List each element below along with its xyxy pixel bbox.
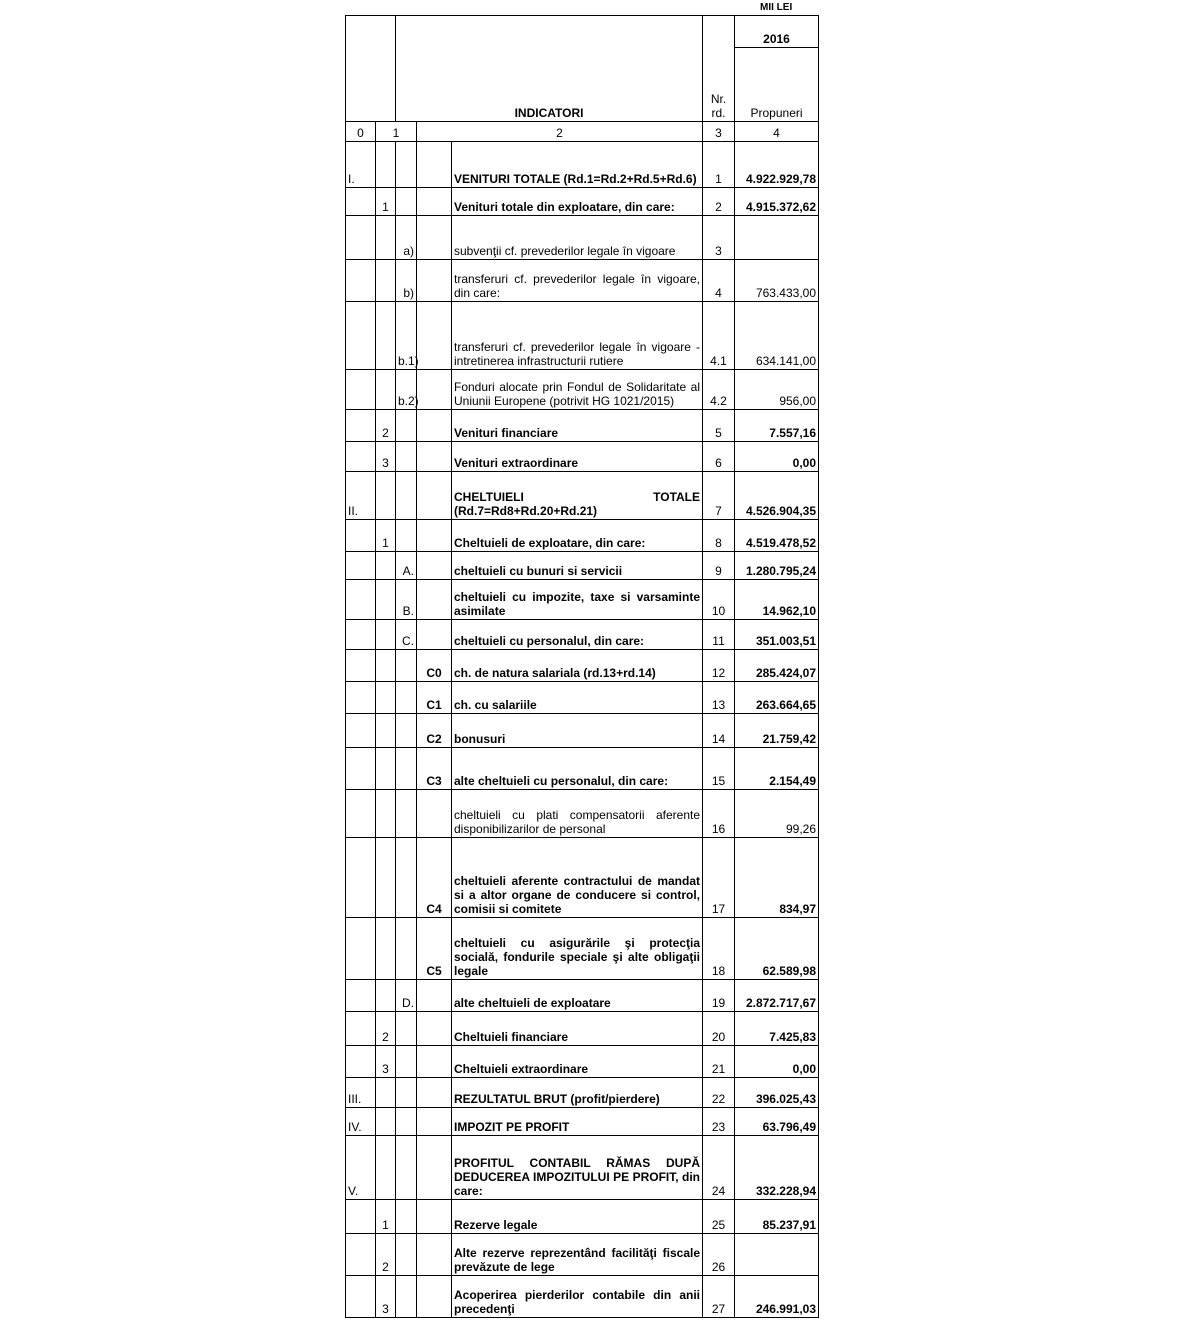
item-letter-cell: [396, 1234, 417, 1276]
table-row: [346, 472, 819, 520]
row-number-cell: 13: [703, 682, 735, 714]
proposal-value-cell: 263.664,65: [735, 682, 819, 714]
row-number-cell: 22: [703, 1078, 735, 1108]
unit-label: MII LEI: [760, 2, 793, 13]
section-number-cell: V.: [346, 1136, 376, 1200]
section-number-cell: [346, 260, 376, 302]
row-number-cell: 19: [703, 980, 735, 1012]
subsection-number-cell: 1: [376, 1200, 396, 1234]
item-letter-cell: [396, 714, 417, 748]
subsection-number-cell: [376, 1078, 396, 1108]
subitem-code-cell: [417, 188, 452, 216]
subitem-code-cell: [417, 442, 452, 472]
item-letter-cell: [396, 188, 417, 216]
table-row: [346, 714, 819, 748]
table-row: [346, 682, 819, 714]
proposal-value-cell: 956,00: [735, 370, 819, 410]
section-number-cell: [346, 410, 376, 442]
proposal-value-cell: 63.796,49: [735, 1108, 819, 1136]
row-number-cell: 6: [703, 442, 735, 472]
table-row: [346, 838, 819, 918]
indicator-label-cell: ch. cu salariile: [452, 682, 703, 714]
proposal-value-cell: 285.424,07: [735, 650, 819, 682]
row-number-cell: 20: [703, 1012, 735, 1046]
row-number-cell: 3: [703, 216, 735, 260]
indicator-label-cell: cheltuieli aferente contractului de mandat si a altor organe de conducere si control, comisii si comitete: [452, 838, 703, 918]
proposal-value-cell: 4.519.478,52: [735, 520, 819, 552]
subsection-number-cell: [376, 472, 396, 520]
row-number-cell: 15: [703, 748, 735, 790]
indicator-label-cell: Alte rezerve reprezentând facilităţi fiscale prevăzute de lege: [452, 1234, 703, 1276]
header-year: 2016: [735, 16, 819, 48]
subsection-number-cell: 3: [376, 1276, 396, 1318]
table-row: [346, 1108, 819, 1136]
row-number-cell: 7: [703, 472, 735, 520]
proposal-value-cell: 85.237,91: [735, 1200, 819, 1234]
row-number-cell: 9: [703, 552, 735, 580]
item-letter-cell: B.: [396, 580, 417, 620]
header-col-2: 2: [417, 122, 703, 142]
row-number-cell: 10: [703, 580, 735, 620]
section-number-cell: [346, 520, 376, 552]
table-row: [346, 1136, 819, 1200]
indicator-label-cell: subvenţii cf. prevederilor legale în vigoare: [452, 216, 703, 260]
row-number-cell: 17: [703, 838, 735, 918]
row-number-cell: 4: [703, 260, 735, 302]
subsection-number-cell: [376, 620, 396, 650]
subitem-code-cell: C5: [417, 918, 452, 980]
table-row: [346, 552, 819, 580]
item-letter-cell: A.: [396, 552, 417, 580]
item-letter-cell: [396, 838, 417, 918]
item-letter-cell: C.: [396, 620, 417, 650]
subitem-code-cell: [417, 1078, 452, 1108]
proposal-value-cell: 396.025,43: [735, 1078, 819, 1108]
subitem-code-cell: [417, 1200, 452, 1234]
subsection-number-cell: 3: [376, 1046, 396, 1078]
item-letter-cell: [396, 918, 417, 980]
proposal-value-cell: 1.280.795,24: [735, 552, 819, 580]
indicator-label-cell: cheltuieli cu impozite, taxe si varsaminte asimilate: [452, 580, 703, 620]
subitem-code-cell: [417, 520, 452, 552]
subsection-number-cell: [376, 302, 396, 370]
indicator-label-cell: Venituri financiare: [452, 410, 703, 442]
indicator-label-cell: cheltuieli cu asigurările şi protecţia socială, fondurile speciale şi alte obligaţii legale: [452, 918, 703, 980]
section-number-cell: [346, 1200, 376, 1234]
subsection-number-cell: 2: [376, 1234, 396, 1276]
item-letter-cell: [396, 442, 417, 472]
header-col-1: 1: [376, 122, 417, 142]
indicator-label-cell: alte cheltuieli cu personalul, din care:: [452, 748, 703, 790]
subitem-code-cell: C2: [417, 714, 452, 748]
subsection-number-cell: [376, 714, 396, 748]
row-number-cell: 21: [703, 1046, 735, 1078]
table-row: [346, 650, 819, 682]
proposal-value-cell: 634.141,00: [735, 302, 819, 370]
indicator-label-cell: transferuri cf. prevederilor legale în vigoare, din care:: [452, 260, 703, 302]
section-number-cell: [346, 302, 376, 370]
item-letter-cell: [396, 142, 417, 188]
item-letter-cell: [396, 1200, 417, 1234]
header-col-4: 4: [735, 122, 819, 142]
row-number-cell: 1: [703, 142, 735, 188]
row-number-cell: 11: [703, 620, 735, 650]
row-number-cell: 12: [703, 650, 735, 682]
item-letter-cell: [396, 520, 417, 552]
indicator-label-cell: transferuri cf. prevederilor legale în vigoare - intretinerea infrastructurii rutiere: [452, 302, 703, 370]
subitem-code-cell: C0: [417, 650, 452, 682]
subitem-code-cell: [417, 620, 452, 650]
section-number-cell: [346, 838, 376, 918]
item-letter-cell: [396, 472, 417, 520]
indicator-label-cell: VENITURI TOTALE (Rd.1=Rd.2+Rd.5+Rd.6): [452, 142, 703, 188]
indicator-label-cell: Cheltuieli financiare: [452, 1012, 703, 1046]
item-letter-cell: [396, 1046, 417, 1078]
indicator-label-cell: Rezerve legale: [452, 1200, 703, 1234]
subitem-code-cell: C4: [417, 838, 452, 918]
proposal-value-cell: 62.589,98: [735, 918, 819, 980]
row-number-cell: 24: [703, 1136, 735, 1200]
subitem-code-cell: C3: [417, 748, 452, 790]
indicator-label-cell: Fonduri alocate prin Fondul de Solidaritate al Uniunii Europene (potrivit HG 1021/2015): [452, 370, 703, 410]
table-row: [346, 620, 819, 650]
item-letter-cell: [396, 1108, 417, 1136]
header-blank-cell: [346, 16, 396, 122]
section-number-cell: [346, 714, 376, 748]
section-number-cell: [346, 188, 376, 216]
subitem-code-cell: [417, 980, 452, 1012]
item-letter-cell: b.2): [396, 370, 417, 410]
row-number-cell: 16: [703, 790, 735, 838]
subitem-code-cell: C1: [417, 682, 452, 714]
indicator-label-cell: bonusuri: [452, 714, 703, 748]
section-number-cell: [346, 1012, 376, 1046]
row-number-cell: 4.2: [703, 370, 735, 410]
subsection-number-cell: 1: [376, 188, 396, 216]
header-col-0: 0: [346, 122, 376, 142]
subsection-number-cell: 1: [376, 520, 396, 552]
indicator-label-cell: Cheltuieli de exploatare, din care:: [452, 520, 703, 552]
row-number-cell: 23: [703, 1108, 735, 1136]
subitem-code-cell: [417, 302, 452, 370]
row-number-cell: 5: [703, 410, 735, 442]
proposal-value-cell: 21.759,42: [735, 714, 819, 748]
table-row: [346, 1078, 819, 1108]
subitem-code-cell: [417, 472, 452, 520]
table-row: [346, 410, 819, 442]
table-row: [346, 580, 819, 620]
subitem-code-cell: [417, 370, 452, 410]
indicator-label-cell: REZULTATUL BRUT (profit/pierdere): [452, 1078, 703, 1108]
row-number-cell: 2: [703, 188, 735, 216]
section-number-cell: [346, 980, 376, 1012]
table-row: [346, 442, 819, 472]
subitem-code-cell: [417, 1046, 452, 1078]
proposal-value-cell: 0,00: [735, 1046, 819, 1078]
section-number-cell: [346, 552, 376, 580]
proposal-value-cell: 99,26: [735, 790, 819, 838]
table-row: [346, 1012, 819, 1046]
indicators-table: [345, 15, 819, 1318]
proposal-value-cell: 2.872.717,67: [735, 980, 819, 1012]
subitem-code-cell: [417, 216, 452, 260]
row-number-cell: 25: [703, 1200, 735, 1234]
subitem-code-cell: [417, 1234, 452, 1276]
section-number-cell: [346, 216, 376, 260]
section-number-cell: [346, 1276, 376, 1318]
proposal-value-cell: 2.154,49: [735, 748, 819, 790]
table-row: [346, 260, 819, 302]
row-number-cell: 4.1: [703, 302, 735, 370]
subitem-code-cell: [417, 1276, 452, 1318]
indicator-label-cell: IMPOZIT PE PROFIT: [452, 1108, 703, 1136]
table-row: [346, 790, 819, 838]
section-number-cell: III.: [346, 1078, 376, 1108]
indicator-label-cell: CHELTUIELI TOTALE (Rd.7=Rd8+Rd.20+Rd.21): [452, 472, 703, 520]
subsection-number-cell: [376, 1108, 396, 1136]
table-row: [346, 216, 819, 260]
subsection-number-cell: [376, 790, 396, 838]
subitem-code-cell: [417, 142, 452, 188]
proposal-value-cell: 14.962,10: [735, 580, 819, 620]
header-nr-rd: Nr. rd.: [703, 16, 735, 122]
item-letter-cell: [396, 650, 417, 682]
row-number-cell: 27: [703, 1276, 735, 1318]
indicator-label-cell: PROFITUL CONTABIL RĂMAS DUPĂ DEDUCEREA IMPOZITULUI PE PROFIT, din care:: [452, 1136, 703, 1200]
proposal-value-cell: 0,00: [735, 442, 819, 472]
item-letter-cell: [396, 410, 417, 442]
subsection-number-cell: [376, 838, 396, 918]
indicator-label-cell: Venituri extraordinare: [452, 442, 703, 472]
table-row: [346, 748, 819, 790]
proposal-value-cell: 246.991,03: [735, 1276, 819, 1318]
indicator-label-cell: Cheltuieli extraordinare: [452, 1046, 703, 1078]
subitem-code-cell: [417, 1012, 452, 1046]
indicator-label-cell: Acoperirea pierderilor contabile din anii precedenţi: [452, 1276, 703, 1318]
indicator-label-cell: ch. de natura salariala (rd.13+rd.14): [452, 650, 703, 682]
item-letter-cell: [396, 1276, 417, 1318]
header-col-3: 3: [703, 122, 735, 142]
proposal-value-cell: 7.425,83: [735, 1012, 819, 1046]
subsection-number-cell: [376, 748, 396, 790]
section-number-cell: II.: [346, 472, 376, 520]
subsection-number-cell: [376, 216, 396, 260]
section-number-cell: [346, 580, 376, 620]
subitem-code-cell: [417, 410, 452, 442]
section-number-cell: I.: [346, 142, 376, 188]
subitem-code-cell: [417, 1108, 452, 1136]
proposal-value-cell: 4.526.904,35: [735, 472, 819, 520]
item-letter-cell: a): [396, 216, 417, 260]
subsection-number-cell: [376, 552, 396, 580]
subsection-number-cell: [376, 580, 396, 620]
table-row: [346, 142, 819, 188]
header-propuneri: Propuneri: [735, 48, 819, 122]
item-letter-cell: [396, 790, 417, 838]
section-number-cell: [346, 620, 376, 650]
proposal-value-cell: 332.228,94: [735, 1136, 819, 1200]
subitem-code-cell: [417, 260, 452, 302]
indicator-label-cell: cheltuieli cu plati compensatorii aferente disponibilizarilor de personal: [452, 790, 703, 838]
header-indicatori: INDICATORI: [396, 16, 703, 122]
item-letter-cell: b): [396, 260, 417, 302]
subsection-number-cell: [376, 682, 396, 714]
table-body: [346, 16, 819, 1318]
item-letter-cell: [396, 748, 417, 790]
subitem-code-cell: [417, 1136, 452, 1200]
indicator-label-cell: Venituri totale din exploatare, din care:: [452, 188, 703, 216]
section-number-cell: [346, 790, 376, 838]
section-number-cell: [346, 1234, 376, 1276]
proposal-value-cell: 763.433,00: [735, 260, 819, 302]
row-number-cell: 18: [703, 918, 735, 980]
proposal-value-cell: 834,97: [735, 838, 819, 918]
subitem-code-cell: [417, 580, 452, 620]
table-row: [346, 370, 819, 410]
table-row: [346, 918, 819, 980]
item-letter-cell: D.: [396, 980, 417, 1012]
table-row: [346, 1046, 819, 1078]
section-number-cell: [346, 650, 376, 682]
table-row: [346, 188, 819, 216]
subsection-number-cell: [376, 918, 396, 980]
subsection-number-cell: [376, 370, 396, 410]
subsection-number-cell: [376, 142, 396, 188]
proposal-value-cell: 4.922.929,78: [735, 142, 819, 188]
row-number-cell: 14: [703, 714, 735, 748]
section-number-cell: [346, 682, 376, 714]
proposal-value-cell: 7.557,16: [735, 410, 819, 442]
indicator-label-cell: cheltuieli cu personalul, din care:: [452, 620, 703, 650]
item-letter-cell: b.1): [396, 302, 417, 370]
table-row: [346, 980, 819, 1012]
section-number-cell: [346, 918, 376, 980]
item-letter-cell: [396, 1136, 417, 1200]
subsection-number-cell: [376, 650, 396, 682]
section-number-cell: [346, 370, 376, 410]
proposal-value-cell: 351.003,51: [735, 620, 819, 650]
row-number-cell: 26: [703, 1234, 735, 1276]
table-row: [346, 1200, 819, 1234]
section-number-cell: [346, 748, 376, 790]
subsection-number-cell: 3: [376, 442, 396, 472]
indicator-label-cell: cheltuieli cu bunuri si servicii: [452, 552, 703, 580]
subsection-number-cell: [376, 1136, 396, 1200]
item-letter-cell: [396, 682, 417, 714]
item-letter-cell: [396, 1078, 417, 1108]
table-row: [346, 1276, 819, 1318]
proposal-value-cell: [735, 1234, 819, 1276]
item-letter-cell: [396, 1012, 417, 1046]
subsection-number-cell: 2: [376, 410, 396, 442]
table-row: [346, 1234, 819, 1276]
table-row: [346, 520, 819, 552]
subsection-number-cell: [376, 980, 396, 1012]
subitem-code-cell: [417, 552, 452, 580]
subsection-number-cell: [376, 260, 396, 302]
proposal-value-cell: 4.915.372,62: [735, 188, 819, 216]
row-number-cell: 8: [703, 520, 735, 552]
subsection-number-cell: 2: [376, 1012, 396, 1046]
subitem-code-cell: [417, 790, 452, 838]
section-number-cell: [346, 1046, 376, 1078]
proposal-value-cell: [735, 216, 819, 260]
section-number-cell: IV.: [346, 1108, 376, 1136]
section-number-cell: [346, 442, 376, 472]
indicator-label-cell: alte cheltuieli de exploatare: [452, 980, 703, 1012]
table-row: [346, 302, 819, 370]
